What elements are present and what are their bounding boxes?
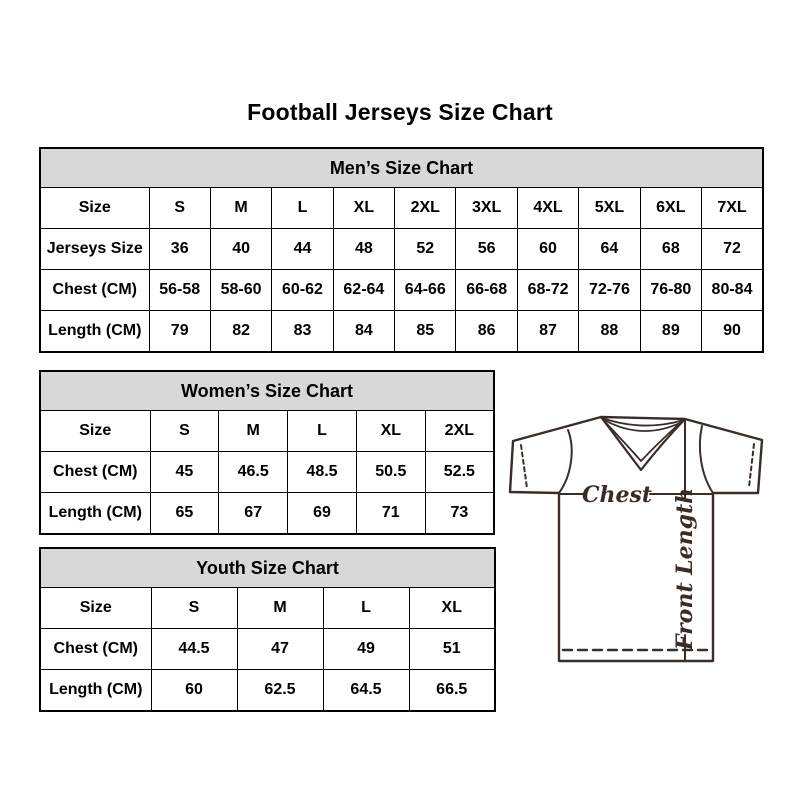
value-cell: 65 [150,493,219,535]
value-cell: 79 [149,311,210,353]
value-cell: 46.5 [219,452,288,493]
value-cell: 67 [219,493,288,535]
row-label: Size [40,188,149,229]
size-header-cell: XL [333,188,394,229]
value-cell: 88 [579,311,640,353]
value-cell: 45 [150,452,219,493]
size-header-cell: S [149,188,210,229]
value-cell: 71 [356,493,425,535]
table-title: Women’s Size Chart [40,371,494,411]
front-length-measure-label: Front Length [672,487,698,651]
value-cell: 72-76 [579,270,640,311]
value-cell: 68 [640,229,701,270]
value-cell: 84 [333,311,394,353]
jersey-measurement-diagram [505,413,770,671]
value-cell: 87 [517,311,578,353]
left-sleeve-hem-dashes [521,445,527,488]
value-cell: 40 [210,229,271,270]
value-cell: 47 [237,629,323,670]
size-header-cell: 4XL [517,188,578,229]
value-cell: 60 [151,670,237,712]
row-label: Size [40,588,151,629]
value-cell: 52 [395,229,456,270]
size-header-cell: 6XL [640,188,701,229]
size-header-cell: L [272,188,333,229]
row-label: Chest (CM) [40,629,151,670]
table-title: Youth Size Chart [40,548,495,588]
value-cell: 51 [409,629,495,670]
value-cell: 82 [210,311,271,353]
size-header-cell: 2XL [425,411,494,452]
row-label: Size [40,411,150,452]
v-neck-inner [606,423,680,461]
row-label: Chest (CM) [40,270,149,311]
row-label: Chest (CM) [40,452,150,493]
value-cell: 86 [456,311,517,353]
row-label: Length (CM) [40,311,149,353]
value-cell: 76-80 [640,270,701,311]
value-cell: 44 [272,229,333,270]
value-cell: 62.5 [237,670,323,712]
value-cell: 90 [702,311,763,353]
size-header-cell: M [219,411,288,452]
value-cell: 60-62 [272,270,333,311]
value-cell: 44.5 [151,629,237,670]
size-header-cell: S [151,588,237,629]
value-cell: 60 [517,229,578,270]
mens-size-chart-table [39,147,764,353]
value-cell: 64-66 [395,270,456,311]
size-header-cell: S [150,411,219,452]
value-cell: 48.5 [288,452,357,493]
size-header-cell: XL [409,588,495,629]
size-header-cell: M [210,188,271,229]
size-header-cell: L [288,411,357,452]
value-cell: 56-58 [149,270,210,311]
value-cell: 48 [333,229,394,270]
page-title: Football Jerseys Size Chart [247,99,553,125]
row-label: Jerseys Size [40,229,149,270]
value-cell: 69 [288,493,357,535]
table-title: Men’s Size Chart [40,148,763,188]
value-cell: 72 [702,229,763,270]
value-cell: 50.5 [356,452,425,493]
value-cell: 58-60 [210,270,271,311]
value-cell: 68-72 [517,270,578,311]
table-row [40,629,495,670]
table-row [40,311,763,353]
value-cell: 49 [323,629,409,670]
value-cell: 89 [640,311,701,353]
value-cell: 66.5 [409,670,495,712]
table-row [40,270,763,311]
value-cell: 64.5 [323,670,409,712]
table-row [40,493,494,535]
table-row [40,452,494,493]
value-cell: 73 [425,493,494,535]
row-label: Length (CM) [40,670,151,712]
row-label: Length (CM) [40,493,150,535]
value-cell: 85 [395,311,456,353]
size-header-cell: M [237,588,323,629]
table-row [40,229,763,270]
chest-measure-label: Chest [581,482,653,508]
size-header-cell: 5XL [579,188,640,229]
left-armhole-seam [559,430,572,493]
value-cell: 66-68 [456,270,517,311]
value-cell: 64 [579,229,640,270]
size-header-cell: 7XL [702,188,763,229]
size-header-cell: 2XL [395,188,456,229]
size-header-cell: 3XL [456,188,517,229]
value-cell: 52.5 [425,452,494,493]
jersey-outline [510,417,762,661]
table-row [40,670,495,712]
value-cell: 62-64 [333,270,394,311]
right-sleeve-hem-dashes [749,444,754,487]
value-cell: 56 [456,229,517,270]
right-armhole-seam [700,426,713,493]
youth-size-chart-table [39,547,496,712]
size-header-cell: XL [356,411,425,452]
size-header-cell: L [323,588,409,629]
value-cell: 80-84 [702,270,763,311]
value-cell: 83 [272,311,333,353]
value-cell: 36 [149,229,210,270]
womens-size-chart-table [39,370,495,535]
